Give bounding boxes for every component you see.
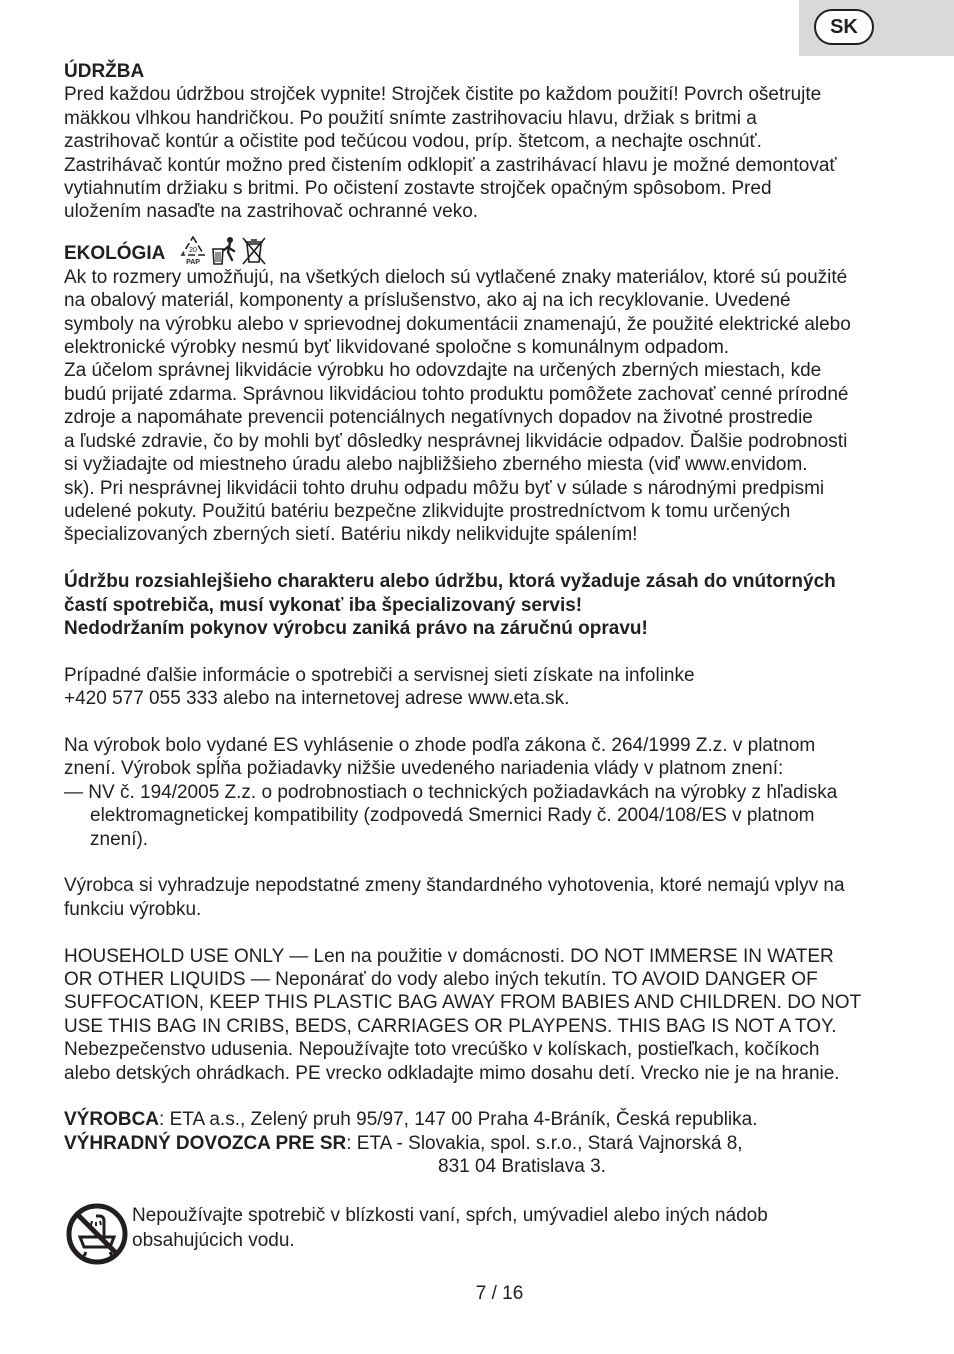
tidy-bin-icon: [210, 236, 238, 266]
text-line: Prípadné ďalšie informácie o spotrebiči a servisnej sieti získate na infolinke: [64, 664, 695, 686]
ecology-icons: [179, 236, 267, 266]
text-line: si vyžiadajte od miestneho úradu alebo najbližšieho zberného miesta (viď www.envidom.: [64, 454, 808, 476]
declaration-item-cont: znení).: [90, 828, 149, 850]
text-line: funkciu výrobku.: [64, 898, 202, 920]
water-warning-text: [132, 1203, 768, 1253]
changes-text: [64, 874, 912, 921]
manufacturer-value: : ETA a.s., Zelený pruh 95/97, 147 00 Praha 4-Bráník, Česká republika.: [159, 1109, 758, 1131]
importer-address: 831 04 Bratislava 3.: [438, 1156, 606, 1178]
service-notice: [64, 570, 912, 640]
recycle-code: PAP: [186, 258, 201, 266]
text-line: uložením nasaďte na zastrihovač ochranné veko.: [64, 201, 479, 223]
importer-line: [64, 1132, 912, 1155]
no-bath-icon: [66, 1203, 128, 1265]
text-line: Za účelom správnej likvidácie výrobku ho odovzdajte na určených zberných miestach, kde: [64, 360, 822, 382]
ecology-title: EKOLÓGIA: [64, 243, 166, 265]
text-line: Nedodržaním pokynov výrobcu zaniká právo na záručnú opravu!: [64, 617, 648, 639]
text-line: častí spotrebiča, musí vykonať iba špecializovaný servis!: [64, 594, 583, 616]
text-line: HOUSEHOLD USE ONLY — Len na použitie v domácnosti. DO NOT IMMERSE IN WATER: [64, 945, 834, 967]
recycle-pap-icon: [179, 236, 207, 266]
text-line: sk). Pri nesprávnej likvidácii tohto druhu odpadu môžu byť v súlade s národnými predpismi: [64, 477, 825, 499]
text-line: Pred každou údržbou strojček vypnite! Strojček čistite po každom použití! Povrch ošetrujte: [64, 84, 822, 106]
text-line: mäkkou vlhkou handričkou. Po použití snímte zastrihovaciu hlavu, držiak s britmi a: [64, 107, 757, 129]
language-badge: SK: [814, 9, 874, 45]
recycle-number: 20: [189, 246, 198, 254]
manufacturer-label: VÝROBCA: [64, 1109, 160, 1131]
text-line: alebo detských ohrádkach. PE vrecko odkladajte mimo dosahu detí. Vrecko nie je na hranie.: [64, 1062, 840, 1084]
text-line: zastrihovač kontúr a očistite pod tečúcou vodou, príp. štetcom, a nechajte oschnúť.: [64, 131, 762, 153]
maintenance-text: [64, 83, 912, 223]
text-line: udelené pokuty. Použitú batériu bezpečne zlikvidujte prostredníctvom k tomu určených: [64, 500, 791, 522]
manufacturer-line: [64, 1108, 912, 1131]
household-warning-text: [64, 945, 912, 1085]
page-current: 7: [475, 1283, 487, 1304]
text-line: vytiahnutím držiaku s britmi. Po očistení zostavte strojček opačným spôsobom. Pred: [64, 178, 772, 200]
water-warning: [66, 1203, 926, 1265]
text-line: Výrobca si vyhradzuje nepodstatné zmeny štandardného vyhotovenia, ktoré nemajú vplyv na: [64, 875, 845, 897]
declaration-item-cont: elektromagnetickej kompatibility (zodpovedá Smernici Rady č. 2004/108/ES v platnom: [90, 805, 815, 827]
text-line: SUFFOCATION, KEEP THIS PLASTIC BAG AWAY FROM BABIES AND CHILDREN. DO NOT: [64, 992, 862, 1014]
declaration-item: — NV č. 194/2005 Z.z. o podrobnostiach o technických požiadavkách na výrobky z hľadiska: [64, 781, 838, 803]
page-number: [0, 1283, 954, 1305]
importer-value: : ETA - Slovakia, spol. s.r.o., Stará Vajnorská 8,: [346, 1132, 743, 1154]
text-line: Zastrihávač kontúr možno pred čistením odklopiť a zastrihávací hlavu je možné demontovať: [64, 154, 837, 176]
text-line: zdroje a napomáhate prevencii potenciálnych negatívnych dopadov na životné prostredie: [64, 407, 813, 429]
text-line: špecializovaných zberných sietí. Batériu nikdy nelikvidujte spálením!: [64, 524, 638, 546]
text-line: Údržbu rozsiahlejšieho charakteru alebo údržbu, ktorá vyžaduje zásah do vnútorných: [64, 571, 836, 593]
text-line: obsahujúcich vodu.: [132, 1230, 295, 1251]
text-line: a ľudské zdravie, čo by mohli byť dôsledky nesprávnej likvidácie odpadov. Ďalšie podrobnosti: [64, 430, 848, 452]
text-line: OR OTHER LIQUIDS — Neponárať do vody alebo iných tekutín. TO AVOID DANGER OF: [64, 968, 818, 990]
crossed-bin-icon: [241, 236, 267, 266]
language-tab: [799, 0, 954, 56]
page-total: / 16: [491, 1283, 524, 1304]
text-line: symboly na výrobku alebo v sprievodnej dokumentácii znamenajú, že použité elektrické alebo: [64, 313, 851, 335]
text-line: elektronické výrobky nesmú byť likvidované spoločne s komunálnym odpadom.: [64, 337, 730, 359]
text-line: USE THIS BAG IN CRIBS, BEDS, CARRIAGES OR PLAYPENS. THIS BAG IS NOT A TOY.: [64, 1015, 837, 1037]
importer-label: VÝHRADNÝ DOVOZCA PRE SR: [64, 1132, 347, 1154]
company-info: [64, 1108, 912, 1178]
document-body: [64, 60, 912, 1179]
text-line: Ak to rozmery umožňujú, na všetkých dieloch sú vytlačené znaky materiálov, ktoré sú použité: [64, 266, 848, 288]
text-line: budú prijaté zdarma. Správnou likvidáciou tohto produktu pomôžete zachovať cenné prírodné: [64, 383, 849, 405]
text-line: Nepoužívajte spotrebič v blízkosti vaní, spŕch, umývadiel alebo iných nádob: [132, 1205, 768, 1226]
ecology-text: [64, 266, 912, 547]
text-line: na obalový materiál, komponenty a príslušenstvo, ako aj na ich recyklovanie. Uvedené: [64, 290, 791, 312]
text-line: Nebezpečenstvo udusenia. Nepoužívajte toto vrecúško v kolískach, postieľkach, kočíkoch: [64, 1039, 820, 1061]
text-line: Na výrobok bolo vydané ES vyhlásenie o zhode podľa zákona č. 264/1999 Z.z. v platnom: [64, 734, 816, 756]
declaration-text: [64, 734, 912, 851]
text-line: +420 577 055 333 alebo na internetovej adrese www.eta.sk.: [64, 688, 570, 710]
text-line: znení. Výrobok spĺňa požiadavky nižšie uvedeného nariadenia vlády v platnom znení:: [64, 758, 784, 780]
maintenance-title: ÚDRŽBA: [64, 61, 145, 82]
ecology-heading: [64, 236, 912, 266]
info-text: [64, 664, 912, 711]
